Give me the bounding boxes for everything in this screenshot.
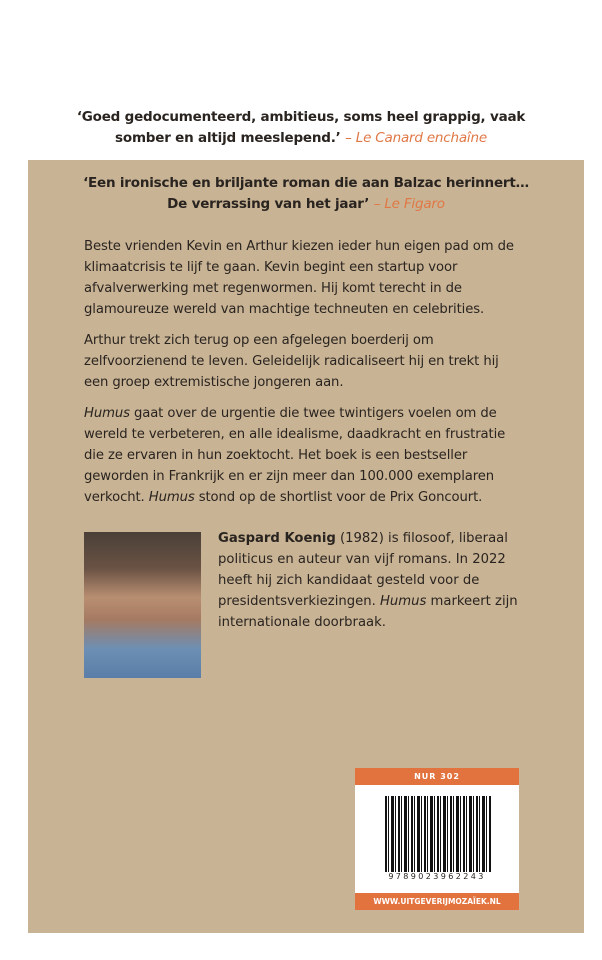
barcode: [385, 796, 491, 874]
author-photo: [84, 532, 201, 678]
quote-canard: [0, 107, 602, 149]
book-title: Humus: [379, 594, 427, 609]
blurb-paragraph: [84, 403, 524, 508]
quote-line: De verrassing van het jaar’: [167, 196, 370, 212]
quote-line: ‘Een ironische en briljante roman die aan Balzac herinnert…: [83, 175, 529, 191]
publisher-url: WWW.UITGEVERIJMOZAÏEK.NL: [355, 893, 519, 910]
bio-text: (1982) is filosoof, liberaal politicus en auteur van vijf romans. In 2022 heeft hij zich kandidaat gesteld voor de presidentsverkiezingen.: [218, 531, 508, 609]
quote-source: – Le Canard enchaîne: [345, 130, 487, 146]
quote-line: ‘Goed gedocumenteerd, ambitieus, soms heel grappig, vaak: [76, 109, 526, 125]
quote-line: somber en altijd meeslepend.’: [115, 130, 341, 146]
isbn-number: 9789023962243: [373, 872, 501, 881]
blurb-text: gaat over de urgentie die twee twintigers voelen om de wereld te verbeteren, en alle idealisme, daadkracht en frustratie die ze ervaren in hun zoektocht. Het boek is een bestseller geworden in Frankrijk en er zijn meer dan 100.000 exemplaren verkocht.: [84, 406, 506, 505]
book-title: Humus: [84, 406, 130, 421]
blurb-paragraph: Beste vrienden Kevin en Arthur kiezen ieder hun eigen pad om de klimaatcrisis te lijf te gaan. Kevin begint een startup voor afvalverwerking met regenwormen. Hij komt terecht in de glamoureuze wereld van machtige techneuten en celebrities.: [84, 239, 514, 317]
bio-text: markeert zijn internationale doorbraak.: [218, 594, 518, 630]
quote-source: – Le Figaro: [373, 196, 445, 212]
quote-figaro: [28, 173, 584, 215]
back-cover-panel: [28, 160, 584, 933]
blurb-paragraph: Arthur trekt zich terug op een afgelegen boerderij om zelfvoorzienend te leven. Geleidelijk radicaliseert hij en trekt hij een groep extremistische jongeren aan.: [84, 333, 499, 390]
barcode-box: [355, 768, 519, 910]
author-bio: [218, 528, 518, 633]
author-name: Gaspard Koenig: [218, 531, 336, 546]
blurb-text: stond op de shortlist voor de Prix Goncourt.: [194, 490, 483, 505]
nur-code: NUR 302: [355, 768, 519, 785]
book-title: Humus: [148, 490, 195, 505]
blurb: [84, 236, 524, 518]
